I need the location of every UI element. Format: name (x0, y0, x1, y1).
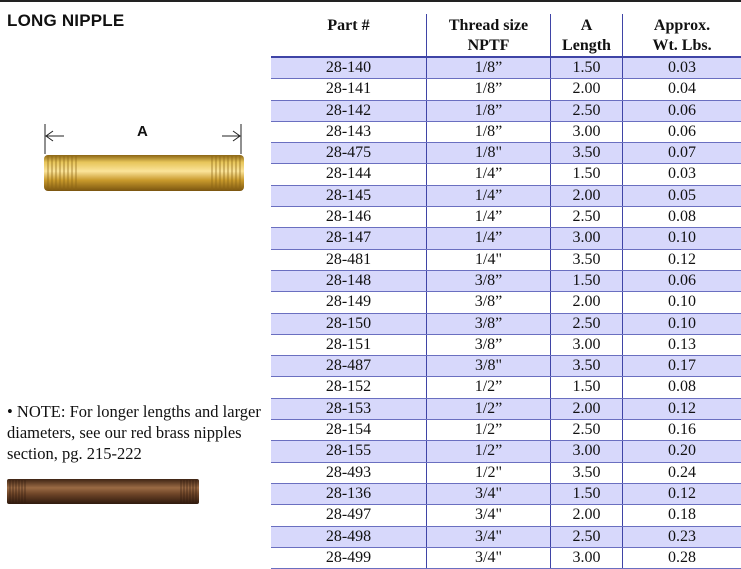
table-row (271, 143, 741, 164)
table-row (271, 250, 741, 271)
length-cell: 2.50 (551, 207, 623, 227)
table-row (271, 356, 741, 377)
thread-size-cell: 1/2” (427, 377, 551, 397)
weight-cell: 0.12 (668, 399, 696, 417)
note-text: • NOTE: For longer lengths and larger diameters, see our red brass nipples section, pg. 215-222 (7, 402, 261, 463)
thread-size-cell: 3/8” (427, 292, 551, 312)
weight-cell: 0.07 (668, 144, 696, 162)
table-row (271, 441, 741, 462)
weight-cell: 0.10 (668, 293, 696, 311)
weight-cell: 0.04 (668, 80, 696, 98)
part-number-cell: 28-148 (271, 271, 427, 291)
weight-cell: 0.28 (668, 548, 696, 566)
thread-size-cell: 3/4" (427, 548, 551, 568)
length-cell: 3.00 (551, 122, 623, 142)
part-number-cell: 28-145 (271, 186, 427, 206)
part-number-cell: 28-497 (271, 505, 427, 525)
table-row (271, 527, 741, 548)
part-number-cell: 28-140 (271, 58, 427, 78)
length-cell: 2.00 (551, 399, 623, 419)
part-number-cell: 28-146 (271, 207, 427, 227)
red-brass-nipple-image (7, 478, 199, 505)
thread-size-cell: 1/2” (427, 441, 551, 461)
part-number-cell: 28-487 (271, 356, 427, 376)
header-weight: Approx. Wt. Lbs. (652, 17, 712, 54)
thread-size-cell: 3/8” (427, 271, 551, 291)
weight-cell: 0.10 (668, 229, 696, 247)
length-cell: 3.50 (551, 250, 623, 270)
length-cell: 3.50 (551, 463, 623, 483)
part-number-cell: 28-154 (271, 420, 427, 440)
thread-size-cell: 1/2” (427, 420, 551, 440)
thread-size-cell: 3/8” (427, 335, 551, 355)
weight-cell: 0.17 (668, 357, 696, 375)
length-cell: 2.50 (551, 420, 623, 440)
thread-size-cell: 1/4” (427, 228, 551, 248)
top-rule (0, 0, 741, 2)
thread-size-cell: 3/8" (427, 356, 551, 376)
thread-size-cell: 1/8" (427, 143, 551, 163)
weight-cell: 0.10 (668, 314, 696, 332)
specs-table (271, 14, 741, 569)
part-number-cell: 28-493 (271, 463, 427, 483)
part-number-cell: 28-143 (271, 122, 427, 142)
thread-size-cell: 3/4" (427, 484, 551, 504)
part-number-cell: 28-142 (271, 101, 427, 121)
length-cell: 1.50 (551, 377, 623, 397)
length-cell: 2.00 (551, 79, 623, 99)
table-row (271, 207, 741, 228)
weight-cell: 0.23 (668, 527, 696, 545)
table-row (271, 484, 741, 505)
table-row (271, 292, 741, 313)
length-cell: 2.50 (551, 527, 623, 547)
table-row (271, 314, 741, 335)
table-row (271, 101, 741, 122)
part-number-cell: 28-151 (271, 335, 427, 355)
part-number-cell: 28-152 (271, 377, 427, 397)
header-length: A Length (551, 14, 623, 56)
table-row (271, 79, 741, 100)
length-cell: 1.50 (551, 484, 623, 504)
header-part-number: Part # (271, 14, 427, 56)
table-header (271, 14, 741, 58)
length-cell: 2.00 (551, 505, 623, 525)
weight-cell: 0.12 (668, 250, 696, 268)
part-number-cell: 28-498 (271, 527, 427, 547)
thread-size-cell: 1/8” (427, 122, 551, 142)
length-cell: 2.00 (551, 186, 623, 206)
part-number-cell: 28-155 (271, 441, 427, 461)
table-row (271, 377, 741, 398)
length-cell: 3.00 (551, 441, 623, 461)
length-cell: 2.50 (551, 314, 623, 334)
weight-cell: 0.03 (668, 59, 696, 76)
weight-cell: 0.08 (668, 208, 696, 226)
thread-size-cell: 1/4” (427, 186, 551, 206)
weight-cell: 0.16 (668, 421, 696, 439)
thread-size-cell: 1/4” (427, 164, 551, 184)
part-number-cell: 28-136 (271, 484, 427, 504)
thread-size-cell: 3/4" (427, 505, 551, 525)
weight-cell: 0.12 (668, 484, 696, 502)
table-row (271, 164, 741, 185)
part-number-cell: 28-499 (271, 548, 427, 568)
weight-cell: 0.13 (668, 335, 696, 353)
table-row (271, 228, 741, 249)
table-row (271, 122, 741, 143)
length-cell: 1.50 (551, 271, 623, 291)
part-number-cell: 28-144 (271, 164, 427, 184)
thread-size-cell: 1/8” (427, 79, 551, 99)
table-row (271, 420, 741, 441)
thread-size-cell: 1/2" (427, 463, 551, 483)
table-body (271, 58, 741, 569)
thread-size-cell: 1/8” (427, 58, 551, 78)
length-cell: 1.50 (551, 58, 623, 78)
brass-nipple-image (44, 152, 244, 194)
weight-cell: 0.06 (668, 101, 696, 119)
length-cell: 2.00 (551, 292, 623, 312)
length-cell: 3.00 (551, 228, 623, 248)
weight-cell: 0.05 (668, 186, 696, 204)
part-number-cell: 28-481 (271, 250, 427, 270)
part-number-cell: 28-153 (271, 399, 427, 419)
table-row (271, 505, 741, 526)
table-row (271, 463, 741, 484)
table-row (271, 58, 741, 79)
header-thread-size: Thread size NPTF (427, 14, 551, 56)
length-cell: 3.50 (551, 143, 623, 163)
table-row (271, 186, 741, 207)
thread-size-cell: 1/4" (427, 250, 551, 270)
thread-size-cell: 1/2” (427, 399, 551, 419)
dimension-label: A (137, 123, 148, 140)
weight-cell: 0.24 (668, 463, 696, 481)
thread-size-cell: 1/4” (427, 207, 551, 227)
length-cell: 3.00 (551, 335, 623, 355)
part-number-cell: 28-475 (271, 143, 427, 163)
weight-cell: 0.08 (668, 378, 696, 396)
thread-size-cell: 3/4" (427, 527, 551, 547)
thread-size-cell: 1/8” (427, 101, 551, 121)
part-number-cell: 28-141 (271, 79, 427, 99)
page-title: LONG NIPPLE (7, 11, 125, 30)
weight-cell: 0.03 (668, 165, 696, 183)
length-cell: 3.00 (551, 548, 623, 568)
table-row (271, 271, 741, 292)
length-cell: 3.50 (551, 356, 623, 376)
thread-size-cell: 3/8” (427, 314, 551, 334)
weight-cell: 0.18 (668, 506, 696, 524)
table-row (271, 335, 741, 356)
length-cell: 2.50 (551, 101, 623, 121)
weight-cell: 0.06 (668, 271, 696, 289)
table-row (271, 399, 741, 420)
part-number-cell: 28-147 (271, 228, 427, 248)
part-number-cell: 28-150 (271, 314, 427, 334)
weight-cell: 0.20 (668, 442, 696, 460)
weight-cell: 0.06 (668, 122, 696, 140)
part-number-cell: 28-149 (271, 292, 427, 312)
length-cell: 1.50 (551, 164, 623, 184)
